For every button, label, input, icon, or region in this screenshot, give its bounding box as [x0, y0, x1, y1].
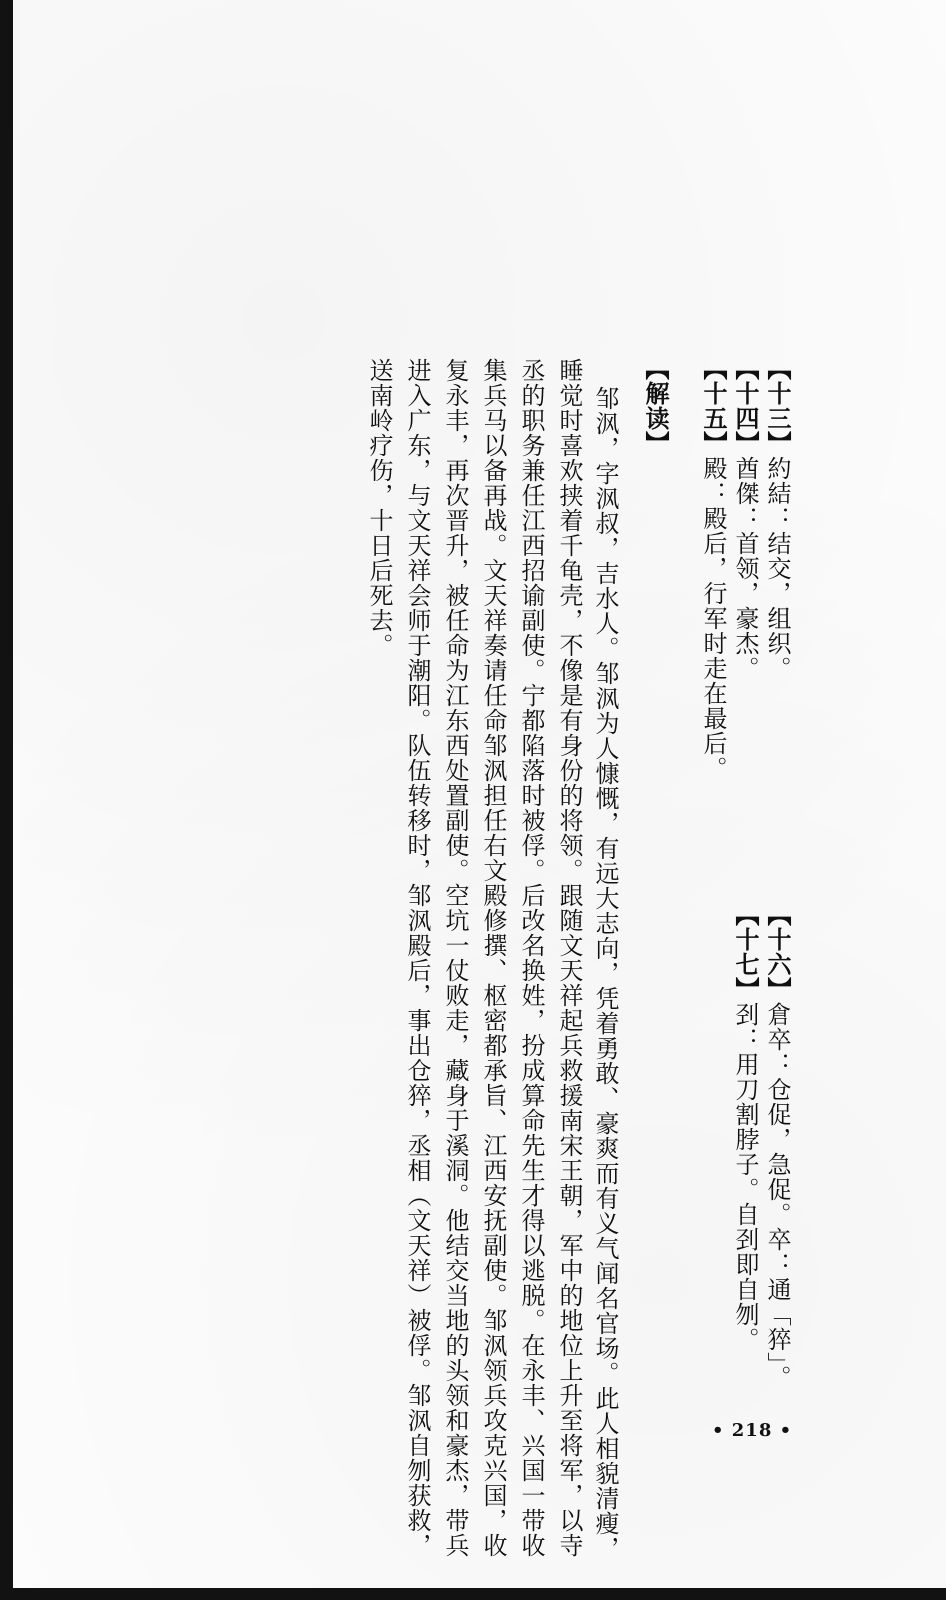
body-line-5: 复永丰，再次晋升，被任命为江东西处置副使。空坑一仗败走，藏身于溪洞。他结交当地的头领和豪杰，带兵 — [441, 358, 469, 1558]
body-line-2: 睡觉时喜欢挟着千龟壳，不像是有身份的将领。跟随文天祥起兵救援南宋王朝，军中的地位上升至将军，以寺 — [555, 358, 583, 1558]
note-17-head: 【十七】 — [731, 902, 760, 1002]
note-16-head: 【十六】 — [763, 902, 792, 1002]
note-15-text: 殿：殿后，行军时走在最后。 — [699, 456, 727, 781]
body-line-6: 进入广东，与文天祥会师于潮阳。队伍转移时，邹沨殿后，事出仓猝，丞相（文天祥）被俘。邹沨自刎获救， — [403, 358, 431, 1558]
body-line-4: 集兵马以备再战。文天祥奏请任命邹沨担任右文殿修撰、枢密都承旨、江西安抚副使。邹沨领兵攻克兴国，收 — [479, 358, 507, 1558]
note-14 — [730, 356, 760, 681]
body-line-7: 送南岭疗伤，十日后死去。 — [365, 358, 393, 658]
note-17-text: 刭：用刀割脖子。自刭即自刎。 — [731, 1002, 759, 1352]
note-17 — [730, 902, 760, 1352]
body-line-3: 丞的职务兼任江西招谕副使。宁都陷落时被俘。后改名换姓，扮成算命先生才得以逃脱。在永丰、兴国一带收 — [517, 358, 545, 1558]
body-line-1: 邹沨，字沨叔，吉水人。邹沨为人慷慨，有远大志向，凭着勇敢、豪爽而有义气闻名官场。此人相貌清瘦， — [591, 386, 619, 1561]
note-15-head: 【十五】 — [699, 356, 728, 456]
scan-bottom-edge — [0, 1588, 946, 1600]
note-13 — [762, 356, 792, 681]
page-number: • 218 • — [712, 1420, 793, 1441]
note-16-text: 倉卒：仓促，急促。卒：通「猝」。 — [763, 1002, 791, 1390]
note-13-text: 約結：结交，组织。 — [763, 456, 791, 681]
note-14-text: 酋傑：首领，豪杰。 — [731, 456, 759, 681]
note-14-head: 【十四】 — [731, 356, 760, 456]
note-15 — [698, 356, 728, 781]
scan-left-edge — [0, 0, 13, 1600]
note-13-head: 【十三】 — [763, 356, 792, 456]
section-title: 【解读】 — [641, 356, 670, 456]
note-16 — [762, 902, 792, 1390]
